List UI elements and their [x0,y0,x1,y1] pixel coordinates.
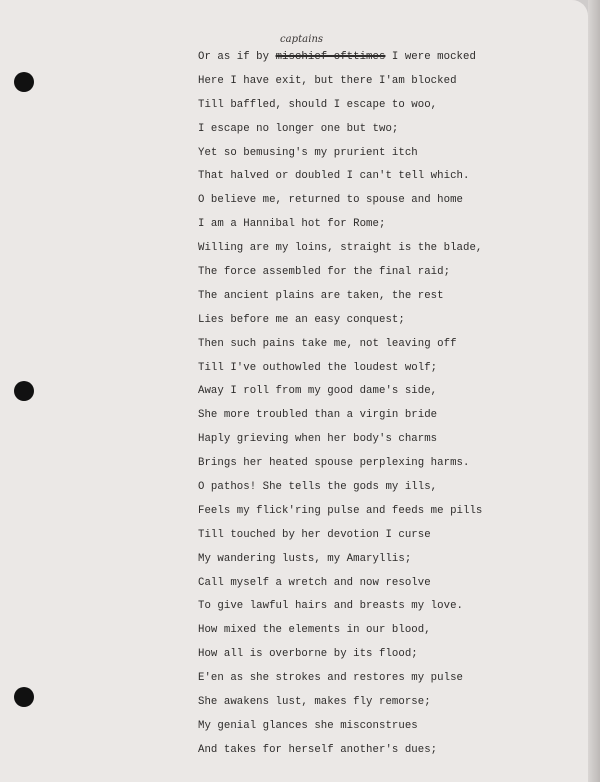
poem-line: Lies before me an easy conquest; [198,313,405,326]
poem-line: I am a Hannibal hot for Rome; [198,218,386,231]
poem-line: She more troubled than a virgin bride [198,409,438,422]
poem-line: Here I have exit, but there I'am blocked [198,74,457,87]
poem-line: Till baffled, should I escape to woo, [198,98,438,111]
poem-line: Till touched by her devotion I curse [198,528,431,541]
poem-line: The force assembled for the final raid; [198,266,451,279]
page-edge [588,0,600,782]
binder-hole-middle [14,381,34,401]
binder-hole-top [14,72,34,92]
poem-line: O pathos! She tells the gods my ills, [198,481,438,494]
struck-out-words: mischief ofttimes [275,51,386,63]
handwritten-insertion: captains [280,34,324,45]
poem-line: The ancient plains are taken, the rest [198,289,444,302]
poem-line: E'en as she strokes and restores my pulse [198,672,464,685]
poem-line: O believe me, returned to spouse and home [198,194,464,207]
poem-line: She awakens lust, makes fly remorse; [198,696,431,709]
poem-line: Feels my flick'ring pulse and feeds me pills [198,504,483,517]
poem-line: That halved or doubled I can't tell which. [198,170,470,183]
poem-line: To give lawful hairs and breasts my love. [198,600,464,613]
poem-line-first [198,34,482,70]
poem-line: I escape no longer one but two; [198,122,399,135]
first-line-tail: I were mocked [385,51,476,63]
poem-line: Call myself a wretch and now resolve [198,576,431,589]
poem-line: Willing are my loins, straight is the blade, [198,242,483,255]
poem-line: Brings her heated spouse perplexing harms. [198,457,470,470]
poem-line: My wandering lusts, my Amaryllis; [198,552,412,565]
poem-line: How all is overborne by its flood; [198,648,418,661]
binder-hole-bottom [14,687,34,707]
poem-line: Away I roll from my good dame's side, [198,385,438,398]
poem-line: Yet so bemusing's my prurient itch [198,146,418,159]
poem-line: Then such pains take me, not leaving off [198,337,457,350]
first-line-lead: Or as if by [198,51,276,63]
poem-line: My genial glances she misconstrues [198,719,418,732]
poem-line: Till I've outhowled the loudest wolf; [198,361,438,374]
poem-text [198,34,483,763]
poem-line: How mixed the elements in our blood, [198,624,431,637]
poem-line: And takes for herself another's dues; [198,743,438,756]
poem-line: Haply grieving when her body's charms [198,433,438,446]
